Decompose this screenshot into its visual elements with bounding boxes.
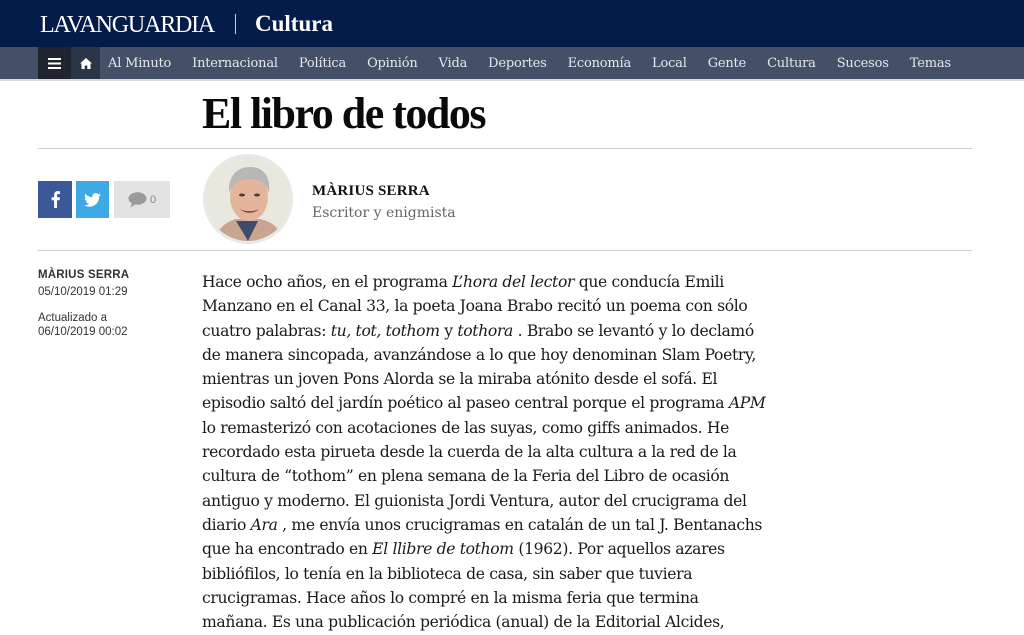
divider-bottom [38, 250, 972, 251]
article-title: El libro de todos [202, 89, 485, 138]
updated-date: 06/10/2019 00:02 [38, 326, 128, 338]
menu-button[interactable] [38, 47, 71, 79]
body-line [202, 270, 802, 294]
nav-item-internacional[interactable]: Internacional [192, 55, 278, 71]
body-text: bibliófilos, lo tenía en la biblioteca de casa, sin saber que tuviera [202, 564, 693, 583]
comment-count: 0 [149, 193, 157, 206]
body-text: crucigramas. Hace años lo compré en la misma feria que termina [202, 588, 699, 607]
body-line [202, 586, 802, 610]
nav-item-temas[interactable]: Temas [909, 55, 951, 71]
nav-item-opinion[interactable]: Opinión [367, 55, 418, 71]
hamburger-icon [48, 58, 61, 69]
comment-icon [128, 192, 147, 208]
twitter-icon [84, 193, 101, 207]
italic-text: tu, tot, tothom [330, 321, 440, 340]
body-text: Manzano en el Canal 33, la poeta Joana Brabo recitó un poema con sólo [202, 297, 748, 316]
body-text: mañana. Es una publicación periódica (anual) de la Editorial Alcides, [202, 613, 725, 632]
top-header [0, 0, 1024, 47]
body-text: que ha encontrado en [202, 540, 373, 559]
body-line [202, 294, 802, 318]
body-text: y [439, 321, 458, 340]
updated-label: Actualizado a [38, 312, 108, 324]
logo-divider [235, 14, 236, 34]
article-body [202, 270, 802, 634]
nav-item-sucesos[interactable]: Sucesos [836, 55, 889, 71]
nav-item-al-minuto[interactable]: Al Minuto [108, 55, 172, 71]
italic-text: tothora [457, 321, 513, 340]
body-text: , me envía unos crucigramas en catalán de un tal J. Bentanachs [277, 515, 763, 534]
share-facebook-button[interactable] [38, 181, 72, 218]
author-name[interactable]: MÀRIUS SERRA [312, 183, 430, 199]
article-meta [38, 269, 129, 339]
nav-item-vida[interactable]: Vida [438, 55, 468, 71]
comments-button[interactable] [114, 181, 170, 218]
body-line [202, 513, 802, 537]
body-text: antiguo y moderno. El guionista Jordi Ventura, autor del crucigrama del [202, 491, 747, 510]
author-role: Escritor y enigmista [312, 205, 456, 221]
body-text: lo remasterizó con acotaciones de las suyas, como giffs animados. He [202, 418, 729, 437]
italic-text: El llibre de tothom [372, 540, 514, 559]
nav-item-economia[interactable]: Economía [567, 55, 632, 71]
body-text: recordado esta pirueta desde la cuerda de la alta cultura a la red de la [202, 443, 737, 462]
body-line [202, 440, 802, 464]
body-line [202, 416, 802, 440]
body-text: diario [202, 515, 251, 534]
facebook-icon [51, 191, 60, 208]
section-title[interactable]: Cultura [255, 11, 333, 36]
nav-item-deportes[interactable]: Deportes [488, 55, 547, 71]
body-text: episodio saltó del jardín poético al paseo central porque el programa [202, 394, 729, 413]
nav-divider [0, 79, 1024, 81]
body-line [202, 343, 802, 367]
body-text: de manera sincopada, avanzándose a lo que hoy denominan Slam Poetry, [202, 345, 756, 364]
divider-top [38, 148, 972, 149]
home-icon [80, 58, 92, 69]
published-date: 05/10/2019 01:29 [38, 286, 128, 298]
body-text: mientras un joven Pons Alorda se la miraba atónito desde el sofá. El [202, 370, 718, 389]
nav-item-cultura[interactable]: Cultura [767, 55, 816, 71]
nav-item-politica[interactable]: Política [298, 55, 347, 71]
body-text: (1962). Por aquellos azares [513, 540, 725, 559]
italic-text: Ara [250, 515, 278, 534]
nav-item-gente[interactable]: Gente [707, 55, 747, 71]
author-photo [206, 157, 290, 241]
italic-text: L’hora del lector [452, 273, 575, 291]
site-logo[interactable]: LAVANGUARDIA [40, 12, 215, 38]
italic-text: APM [728, 394, 766, 413]
body-line [202, 489, 802, 513]
body-line [202, 562, 802, 586]
body-text: . Brabo se levantó y lo declamó [513, 321, 754, 340]
share-twitter-button[interactable] [76, 181, 109, 218]
updated-block [38, 311, 129, 339]
body-text: que conducía Emili [574, 273, 724, 291]
author-avatar[interactable] [203, 154, 293, 244]
main-nav [0, 47, 1024, 79]
body-line [202, 319, 802, 343]
body-line [202, 537, 802, 561]
nav-items [108, 47, 972, 79]
body-line [202, 391, 802, 415]
body-line [202, 367, 802, 391]
meta-author[interactable]: MÀRIUS SERRA [38, 269, 130, 281]
body-line [202, 464, 802, 488]
body-line [202, 610, 802, 634]
body-text: cuatro palabras: [202, 321, 331, 340]
nav-item-local[interactable]: Local [652, 55, 687, 71]
home-button[interactable] [71, 47, 100, 79]
body-text: Hace ocho años, en el programa [202, 273, 453, 291]
body-text: cultura de “tothom” en plena semana de la Feria del Libro de ocasión [202, 467, 730, 486]
